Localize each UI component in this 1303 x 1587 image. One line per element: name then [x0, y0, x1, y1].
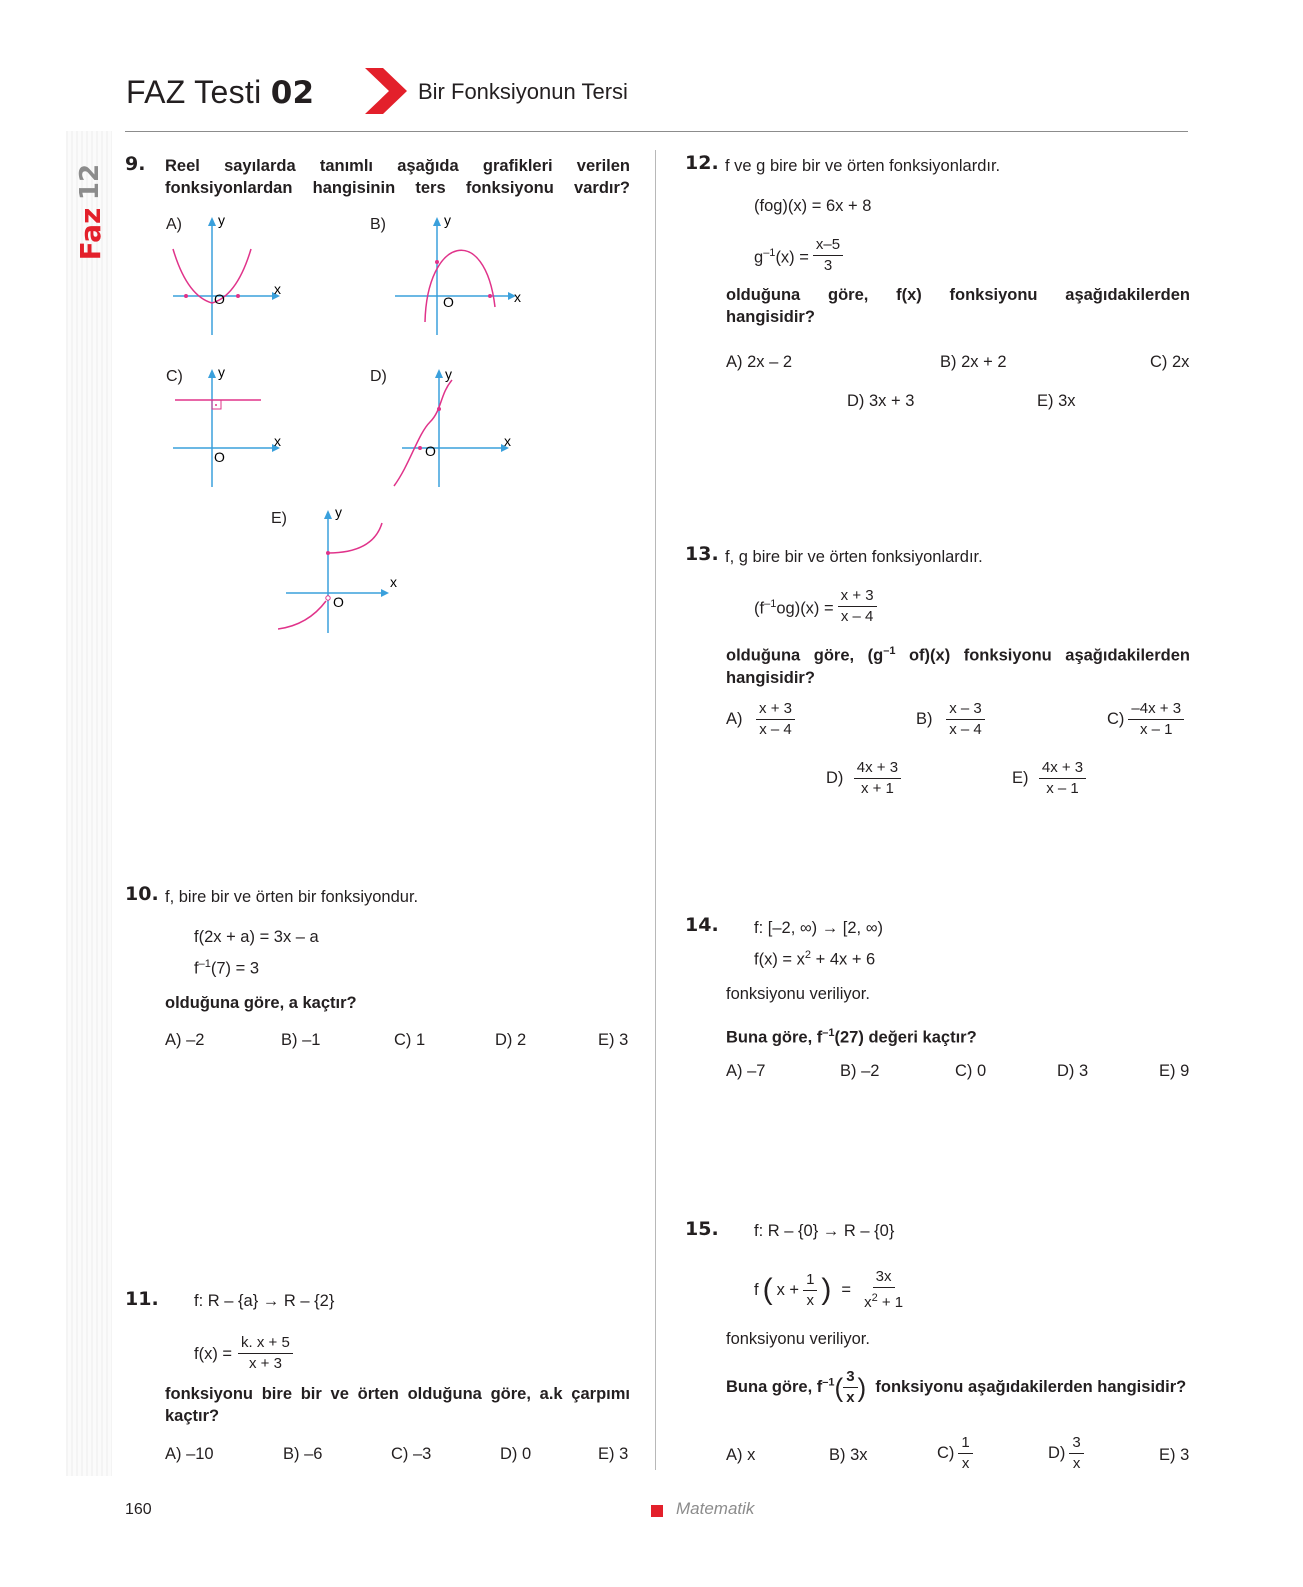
column-divider	[655, 150, 656, 1470]
axis-y-label: y	[218, 364, 225, 380]
question-number: 9.	[125, 153, 146, 175]
side-number: 12	[75, 163, 105, 201]
option-a[interactable]: A) –2	[165, 1031, 205, 1049]
axis-x-label: x	[274, 433, 281, 449]
option-e[interactable]: E) $\frac{4x + 3}{x - 1}$	[1012, 759, 1093, 798]
question-text: olduğuna göre, a kaçtır?	[165, 994, 357, 1012]
question-number: 11.	[125, 1288, 159, 1310]
side-faz: Faz	[74, 207, 107, 260]
equation: $g^{-1}(x)$ = $\frac{x-5}{3}$	[754, 236, 843, 275]
axis-y-label: y	[444, 212, 451, 228]
subject-label: Matematik	[676, 1499, 755, 1518]
question-number: 10.	[125, 883, 159, 905]
option-a[interactable]: A) x	[726, 1446, 756, 1464]
option-b[interactable]: B) $\frac{x - 3}{x - 4}$	[916, 700, 995, 739]
option-e[interactable]: E) 3	[598, 1031, 629, 1049]
equation: f(2x + a) = 3x – a	[194, 928, 319, 946]
faz-side-logo	[68, 150, 108, 260]
page-subtitle: Bir Fonksiyonun Tersi	[418, 79, 628, 104]
question-text: olduğuna göre, ($g^{-1}$ of)(x) fonksiyonu aşağıdakilerden hangisidir?	[726, 645, 1190, 687]
header-divider	[125, 131, 1188, 132]
option-e[interactable]: E) 3x	[1037, 392, 1076, 410]
page-title: FAZ Testi 02	[126, 74, 315, 111]
axis-x-label: x	[514, 289, 521, 305]
question-text: Reel sayılarda tanımlı aşağıda grafikleri verilen fonksiyonlardan hangisinin ters fonksiyonu vardır?	[165, 157, 630, 197]
option-d[interactable]: D) 0	[500, 1445, 532, 1463]
side-band	[66, 131, 112, 1476]
option-a[interactable]: A) 2x – 2	[726, 353, 793, 371]
option-b[interactable]: B) –6	[283, 1445, 323, 1463]
option-c[interactable]: C) 2x	[1150, 353, 1190, 371]
question-intro: f, bire bir ve örten bir fonksiyondur.	[165, 888, 419, 906]
origin-label: O	[443, 294, 454, 310]
option-e[interactable]: E) 9	[1159, 1062, 1190, 1080]
equation: (fog)(x) = 6x + 8	[754, 197, 872, 215]
mapping: f: [–2, ∞) → [2, ∞)	[754, 919, 883, 937]
given-text: fonksiyonu veriliyor.	[726, 1330, 870, 1348]
option-b[interactable]: B) –1	[281, 1031, 321, 1049]
mapping: f: R – {a} → R – {2}	[194, 1292, 335, 1310]
question-intro: f, g bire bir ve örten fonksiyonlardır.	[725, 548, 983, 566]
axis-y-label: y	[445, 366, 452, 382]
option-b[interactable]: B) 3x	[829, 1446, 868, 1464]
option-e[interactable]: E) 3	[598, 1445, 629, 1463]
question-text: Buna göre, $f^{-1}$( $\frac{3}{x}$ ) fonksiyonu aşağıdakilerden hangisidir?	[726, 1368, 1187, 1406]
page-number: 160	[125, 1501, 152, 1518]
mapping: f: R – {0} → R – {0}	[754, 1222, 895, 1240]
question-text: olduğuna göre, f(x) fonksiyonu aşağıdakilerden hangisidir?	[726, 286, 1190, 326]
graph-e[interactable]	[278, 505, 408, 640]
option-b[interactable]: B) 2x + 2	[940, 353, 1007, 371]
question-number: 12.	[685, 152, 719, 174]
option-label: D)	[370, 368, 387, 385]
chevron-right-icon	[363, 68, 409, 114]
option-c[interactable]: C) 1	[394, 1031, 426, 1049]
axis-x-label: x	[274, 281, 281, 297]
graph-c[interactable]	[165, 364, 285, 494]
option-c[interactable]: C) –3	[391, 1445, 432, 1463]
option-d[interactable]: D) 3x + 3	[847, 392, 915, 410]
option-c[interactable]: C) $\frac{-4x + 3}{x - 1}$	[1107, 700, 1184, 739]
option-a[interactable]: A) –7	[726, 1062, 766, 1080]
graph-d[interactable]	[390, 364, 520, 494]
option-e[interactable]: E) 3	[1159, 1446, 1190, 1464]
question-number: 13.	[685, 543, 719, 565]
option-d[interactable]: D) $\frac{4x + 3}{x + 1}$	[826, 759, 907, 798]
axis-x-label: x	[504, 433, 511, 449]
option-d[interactable]: D) 2	[495, 1031, 527, 1049]
question-intro: f ve g bire bir ve örten fonksiyonlardır.	[725, 157, 1001, 175]
origin-label: O	[214, 449, 225, 465]
subject-square-icon	[651, 1505, 663, 1517]
origin-label: O	[425, 443, 436, 459]
option-label: B)	[370, 216, 386, 233]
question-text: fonksiyonu bire bir ve örten olduğuna göre, a.k çarpımı kaçtır?	[165, 1385, 630, 1425]
option-a[interactable]: A) –10	[165, 1445, 214, 1463]
origin-label: O	[214, 291, 225, 307]
function-definition: f ( x + $\frac{1}{x}$ ) = $\frac{3x}{x^2 + 1}$	[754, 1268, 904, 1311]
function-definition: $f(x) = x^2 + 4x + 6$	[754, 949, 876, 969]
option-b[interactable]: B) –2	[840, 1062, 880, 1080]
question-text: Buna göre, $f^{-1}(27)$ değeri kaçtır?	[726, 1027, 977, 1047]
question-number: 14.	[685, 914, 719, 936]
function-definition: f(x) = $\frac{k. x + 5}{x + 3}$	[194, 1334, 293, 1373]
option-d[interactable]: D) 3	[1057, 1062, 1089, 1080]
option-c[interactable]: C) $\frac{1}{x}$	[937, 1434, 973, 1473]
axis-y-label: y	[335, 505, 342, 520]
option-label: C)	[166, 368, 183, 385]
graph-b[interactable]	[395, 212, 535, 342]
origin-label: O	[333, 594, 344, 610]
question-number: 15.	[685, 1218, 719, 1240]
equation: $f^{-1}(7) = 3$	[194, 958, 259, 978]
option-d[interactable]: D) $\frac{3}{x}$	[1048, 1434, 1084, 1473]
option-a[interactable]: A) $\frac{x + 3}{x - 4}$	[726, 700, 805, 739]
given-text: fonksiyonu veriliyor.	[726, 985, 870, 1003]
option-c[interactable]: C) 0	[955, 1062, 987, 1080]
option-label: E)	[271, 510, 287, 527]
graph-a[interactable]	[165, 212, 285, 342]
axis-x-label: x	[390, 574, 397, 590]
axis-y-label: y	[218, 212, 225, 228]
equation: $(f^{-1}og)(x)$ = $\frac{x + 3}{x - 4}$	[754, 587, 877, 626]
option-label: A)	[166, 216, 182, 233]
